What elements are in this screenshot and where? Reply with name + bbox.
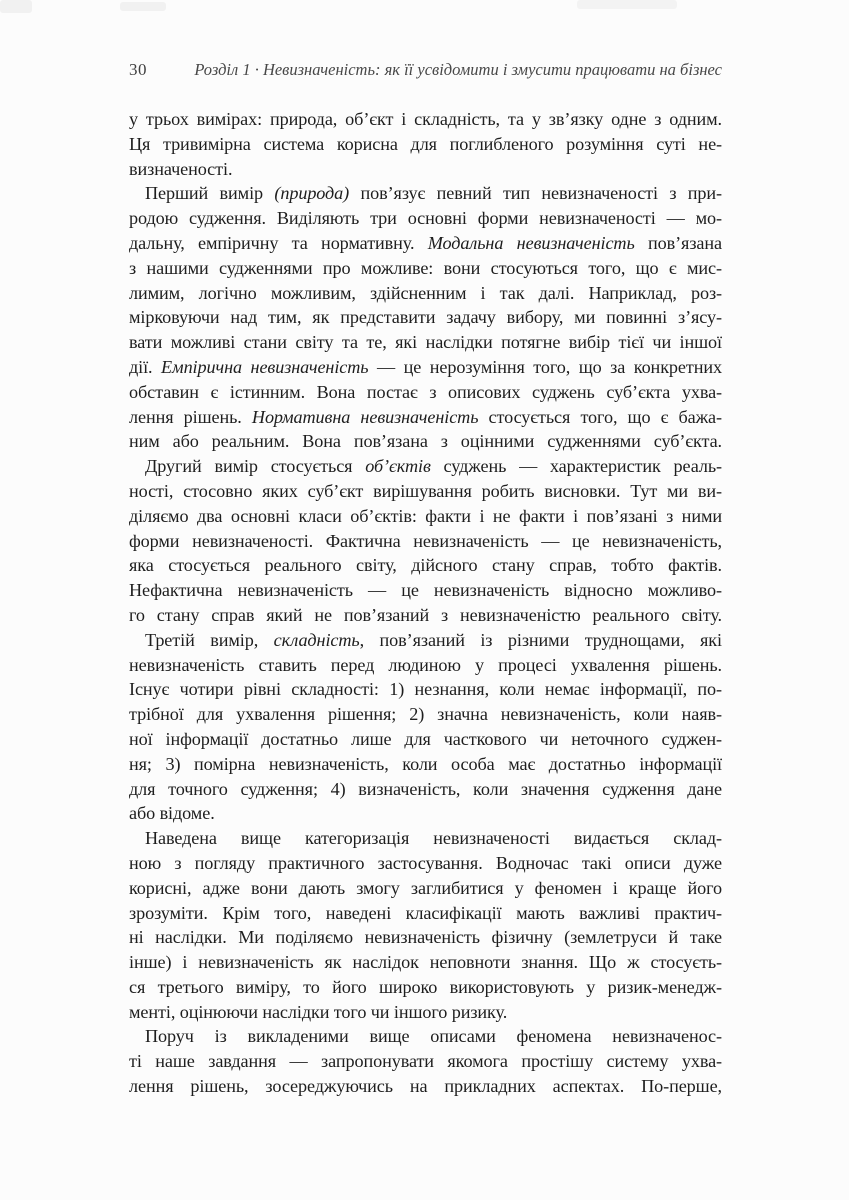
text-line bbox=[129, 504, 722, 529]
body-text-segment: визначеності. bbox=[129, 158, 233, 179]
running-header bbox=[129, 60, 722, 80]
text-line bbox=[129, 181, 722, 206]
text-line bbox=[129, 330, 722, 355]
scan-smudge bbox=[120, 2, 166, 11]
text-line bbox=[129, 901, 722, 926]
emphasized-text: Модальна невизначеність bbox=[427, 232, 635, 253]
body-text-segment: родою судження. Виділяють три основні форми невизначеності — мо- bbox=[129, 208, 722, 229]
text-line bbox=[129, 553, 722, 578]
body-text-segment: трібної для ухвалення рішення; 2) значна невизначеність, коли наяв- bbox=[129, 704, 722, 725]
body-text-segment: Поруч із викладеними вище описами феномена невизначенос- bbox=[145, 1026, 722, 1047]
body-text-segment: інше) і невизначеність як наслідок неповноти знання. Що ж стосуєть- bbox=[129, 952, 722, 973]
body-text-segment: ним або реальним. Вона пов’язана з оцінними судженнями суб’єкта. bbox=[129, 431, 722, 452]
body-text-segment: вати можливі стани світу та те, які наслідки потягне вибір тієї чи іншої bbox=[129, 332, 722, 353]
body-text-segment: — це нерозуміння того, що за конкретних bbox=[368, 356, 723, 377]
text-line bbox=[129, 529, 722, 554]
paragraph bbox=[129, 454, 722, 628]
body-text-segment: яка стосується реального світу, дійсного стану справ, тобто фактів. bbox=[129, 555, 722, 576]
body-text-segment: , пов’язаний із різними труднощами, які bbox=[359, 629, 722, 650]
text-line bbox=[129, 1049, 722, 1074]
page-body bbox=[129, 107, 722, 1099]
body-text-segment: невизначеність ставить перед людиною у процесі ухвалення рішень. bbox=[129, 654, 722, 675]
paragraph bbox=[129, 181, 722, 454]
text-line bbox=[129, 256, 722, 281]
body-text-segment: Перший вимір bbox=[145, 183, 275, 204]
body-text-segment: ною з погляду практичного застосування. Водночас такі описи дуже bbox=[129, 852, 722, 873]
text-line bbox=[129, 925, 722, 950]
text-line bbox=[129, 454, 722, 479]
text-line bbox=[129, 876, 722, 901]
text-line bbox=[129, 777, 722, 802]
body-text-segment: суджень — характеристик реаль- bbox=[430, 456, 722, 477]
body-text-segment: форми невизначеності. Фактична невизначеність — це невизначеність, bbox=[129, 530, 722, 551]
body-text-segment: стосується того, що є бажа- bbox=[478, 406, 722, 427]
body-text-segment: Третій вимір, bbox=[145, 629, 274, 650]
text-line bbox=[129, 702, 722, 727]
text-line bbox=[129, 950, 722, 975]
text-line bbox=[129, 603, 722, 628]
chapter-title: Розділ 1 · Невизначеність: як її усвідомити і змусити працювати на бізнес bbox=[194, 60, 722, 79]
body-text-segment: Існує чотири рівні складності: 1) незнання, коли немає інформації, по- bbox=[129, 679, 722, 700]
body-text-segment: пов’язана bbox=[634, 232, 722, 253]
text-line bbox=[129, 479, 722, 504]
body-text-segment: дії. bbox=[129, 356, 162, 377]
text-line bbox=[129, 206, 722, 231]
emphasized-text: об’єктів bbox=[365, 456, 431, 477]
body-text-segment: діляємо два основні класи об’єктів: факти і не факти і пов’язані з ними bbox=[129, 505, 722, 526]
text-line bbox=[129, 1024, 722, 1049]
text-line bbox=[129, 1074, 722, 1099]
body-text-segment: лення рішень, зосереджуючись на прикладних аспектах. По-перше, bbox=[129, 1076, 722, 1097]
text-line bbox=[129, 628, 722, 653]
text-line bbox=[129, 107, 722, 132]
paragraph bbox=[129, 628, 722, 826]
body-text-segment: для точного судження; 4) визначеність, коли значення судження дане bbox=[129, 778, 722, 799]
body-text-segment: дальну, емпіричну та нормативну. bbox=[129, 232, 428, 253]
body-text-segment: Другий вимір стосується bbox=[145, 456, 366, 477]
body-text-segment: ті наше завдання — запропонувати якомога простішу систему ухва- bbox=[129, 1051, 722, 1072]
text-line bbox=[129, 752, 722, 777]
text-line bbox=[129, 429, 722, 454]
text-line bbox=[129, 1000, 722, 1025]
body-text-segment: у трьох вимірах: природа, об’єкт і складність, та у зв’язку одне з одним. bbox=[129, 109, 722, 129]
paragraph bbox=[129, 1024, 722, 1098]
emphasized-text: складність bbox=[273, 629, 360, 650]
text-line bbox=[129, 405, 722, 430]
scan-smudge bbox=[0, 0, 32, 13]
body-text-segment: корисні, адже вони дають змогу заглибитися у феномен і краще його bbox=[129, 877, 722, 898]
text-line bbox=[129, 975, 722, 1000]
body-text-segment: лимим, логічно можливим, здійсненним і так далі. Наприклад, роз- bbox=[129, 282, 722, 303]
body-text-segment: Нефактична невизначеність — це невизначеність відносно можливо- bbox=[129, 580, 722, 601]
text-line bbox=[129, 157, 722, 182]
body-text-segment: пов’язує певний тип невизначеності з при- bbox=[349, 183, 722, 204]
body-text-segment: ної інформації достатньо лише для часткового чи неточного суджен- bbox=[129, 728, 722, 749]
emphasized-text: (природа) bbox=[274, 183, 350, 204]
text-line bbox=[129, 281, 722, 306]
text-line bbox=[129, 826, 722, 851]
text-line bbox=[129, 653, 722, 678]
body-text-segment: го стану справ який не пов’язаний з невизначеністю реального світу. bbox=[129, 604, 722, 625]
text-line bbox=[129, 305, 722, 330]
text-line bbox=[129, 677, 722, 702]
body-text-segment: лення рішень. bbox=[129, 406, 252, 427]
scan-smudge bbox=[577, 0, 677, 9]
text-line bbox=[129, 578, 722, 603]
body-text-segment: обставин є істинним. Вона постає з описових суджень суб’єкта ухва- bbox=[129, 381, 722, 402]
body-text-segment: Ця тривимірна система корисна для поглибленого розуміння суті не- bbox=[129, 133, 722, 154]
text-line bbox=[129, 380, 722, 405]
body-text-segment: з нашими судженнями про можливе: вони стосуються того, що є мис- bbox=[129, 257, 722, 278]
body-text-segment: ні наслідки. Ми поділяємо невизначеність фізичну (землетруси й таке bbox=[129, 927, 722, 948]
text-line bbox=[129, 231, 722, 256]
body-text-segment: Наведена вище категоризація невизначеності видається склад- bbox=[145, 828, 722, 849]
text-line bbox=[129, 355, 722, 380]
text-line bbox=[129, 132, 722, 157]
emphasized-text: Емпірична невизначеність bbox=[161, 356, 369, 377]
body-text-segment: мірковуючи над тим, як представити задачу вибору, ми повинні з’ясу- bbox=[129, 307, 722, 328]
text-line bbox=[129, 727, 722, 752]
emphasized-text: Нормативна невизначеність bbox=[251, 406, 479, 427]
page-number: 30 bbox=[129, 60, 147, 79]
body-text-segment: ності, стосовно яких суб’єкт вирішування робить висновки. Тут ми ви- bbox=[129, 480, 722, 501]
paragraph bbox=[129, 107, 722, 181]
text-line bbox=[129, 851, 722, 876]
text-line bbox=[129, 801, 722, 826]
body-text-segment: менті, оцінюючи наслідки того чи іншого ризику. bbox=[129, 1001, 508, 1022]
body-text-segment: ня; 3) помірна невизначеність, коли особа має достатньо інформації bbox=[129, 753, 722, 774]
body-text-segment: зрозуміти. Крім того, наведені класифікації мають важливі практич- bbox=[129, 902, 722, 923]
paragraph bbox=[129, 826, 722, 1024]
body-text-segment: або відоме. bbox=[129, 803, 215, 824]
body-text-segment: ся третього виміру, то його широко використовують у ризик-менедж- bbox=[129, 976, 722, 997]
